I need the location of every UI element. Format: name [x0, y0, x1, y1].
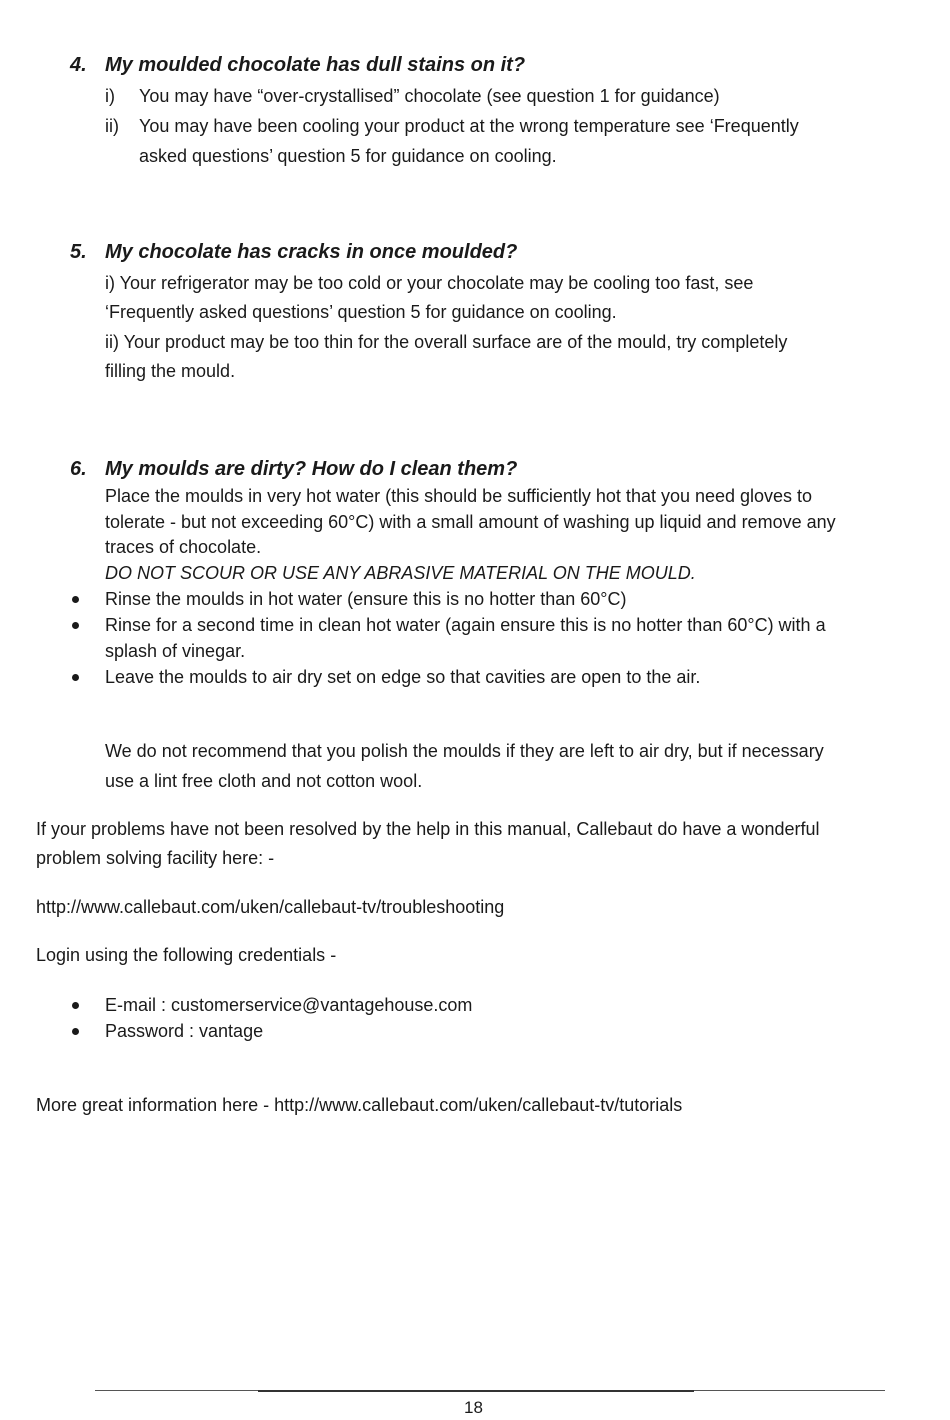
page-number: 18 [464, 1398, 483, 1417]
cleaning-step: Rinse the moulds in hot water (ensure this is no hotter than 60°C) [105, 589, 627, 609]
bullet-icon [72, 596, 79, 603]
question-6-intro-line: Place the moulds in very hot water (this should be sufficiently hot that you need gloves to [105, 486, 813, 506]
bullet-icon [72, 1002, 79, 1009]
question-4-item-marker: i) [105, 86, 115, 106]
question-6-warning: DO NOT SCOUR OR USE ANY ABRASIVE MATERIAL ON THE MOULD. [105, 563, 696, 583]
more-info-text: More great information here - http://www.callebaut.com/uken/callebaut-tv/tutorials [36, 1095, 683, 1115]
credential-email: E-mail : customerservice@vantagehouse.com [105, 995, 473, 1015]
bullet-icon [72, 674, 79, 681]
question-5-line: ‘Frequently asked questions’ question 5 for guidance on cooling. [105, 302, 617, 322]
troubleshooting-link[interactable]: http://www.callebaut.com/uken/callebaut-tv/troubleshooting [36, 897, 505, 917]
question-5-line: filling the mould. [105, 361, 236, 381]
question-4-item-text: You may have been cooling your product at the wrong temperature see ‘Frequently [139, 116, 799, 136]
help-text-line: If your problems have not been resolved by the help in this manual, Callebaut do have a wonderful [36, 819, 820, 839]
question-4-item-text: asked questions’ question 5 for guidance on cooling. [139, 146, 557, 166]
cleaning-step: splash of vinegar. [105, 641, 246, 661]
footer-divider-accent [258, 1390, 694, 1392]
help-text-line: problem solving facility here: - [36, 848, 275, 868]
question-6-note-line: use a lint free cloth and not cotton wool. [105, 771, 423, 791]
question-6-title: My moulds are dirty? How do I clean them? [105, 458, 518, 480]
bullet-icon [72, 1028, 79, 1035]
login-instructions: Login using the following credentials - [36, 945, 337, 965]
question-5-line: ii) Your product may be too thin for the overall surface are of the mould, try completely [105, 332, 788, 352]
question-6-intro-line: tolerate - but not exceeding 60°C) with a small amount of washing up liquid and remove any [105, 512, 836, 532]
question-4-item-marker: ii) [105, 116, 119, 136]
question-6-note-line: We do not recommend that you polish the moulds if they are left to air dry, but if necessary [105, 741, 824, 761]
question-5-number: 5. [70, 241, 87, 263]
question-4-item-text: You may have “over-crystallised” chocolate (see question 1 for guidance) [139, 86, 720, 106]
question-4-title: My moulded chocolate has dull stains on it? [105, 54, 526, 76]
question-5-title: My chocolate has cracks in once moulded? [105, 241, 518, 263]
cleaning-step: Leave the moulds to air dry set on edge so that cavities are open to the air. [105, 667, 701, 687]
credential-password: Password : vantage [105, 1021, 264, 1041]
cleaning-step: Rinse for a second time in clean hot water (again ensure this is no hotter than 60°C) with a [105, 615, 826, 635]
bullet-icon [72, 622, 79, 629]
question-6-intro-line: traces of chocolate. [105, 537, 262, 557]
question-5-line: i) Your refrigerator may be too cold or your chocolate may be cooling too fast, see [105, 273, 754, 293]
question-4-number: 4. [70, 54, 87, 76]
question-6-number: 6. [70, 458, 87, 480]
